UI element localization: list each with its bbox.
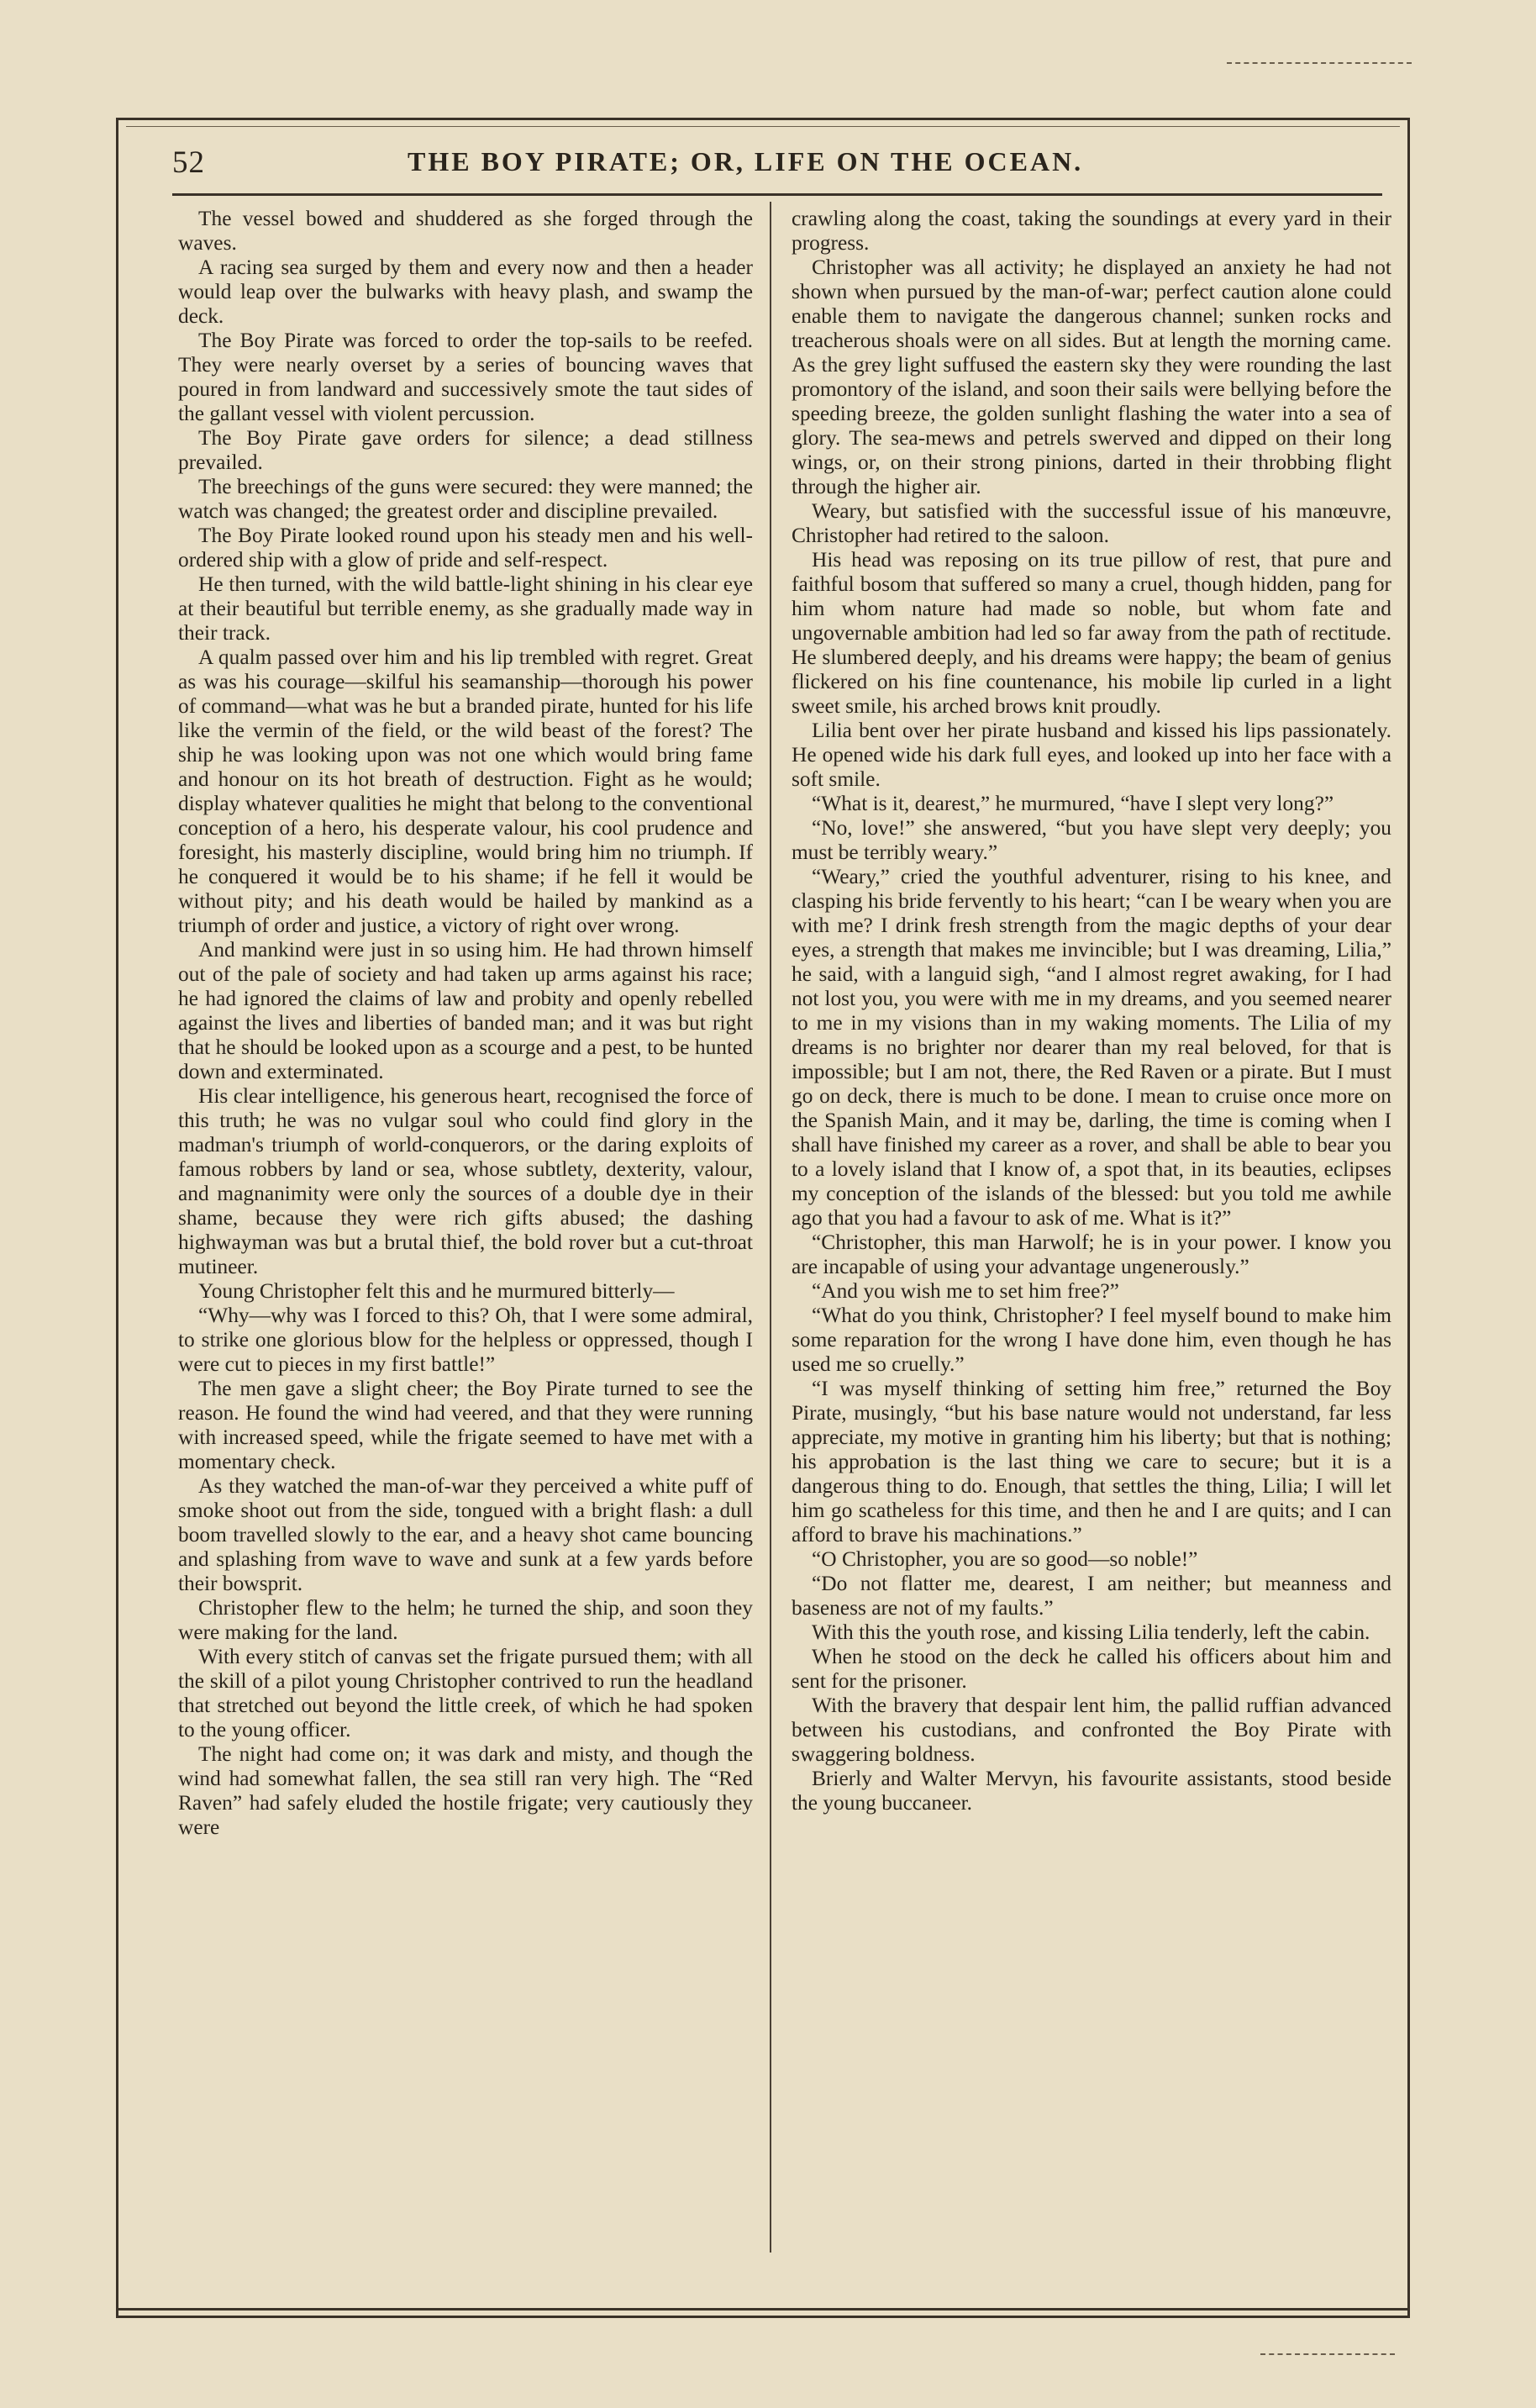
paragraph: Christopher was all activity; he displayed an anxiety he had not shown when pursued by the man-of-war; perfect caution alone could enable them to navigate the dangerous channel; sunken rocks and treacherous shoals were on all sides. But at length the morning came. As the grey light suffused the eastern sky they were rounding the last promontory of the island, and soon their sails were bellying before the speeding breeze, the golden sunlight flashing the water into a sea of glory. The sea-mews and petrels swerved and dipped on their long wings, or, on their strong pinions, darted in their throbbing flight through the higher air. xyxy=(792,256,1391,498)
paragraph: When he stood on the deck he called his officers about him and sent for the prisoner. xyxy=(792,1645,1391,1693)
paragraph: “Weary,” cried the youthful adventurer, rising to his knee, and clasping his bride fervently to his heart; “can I be weary when you are with me? I drink fresh strength from the magic depths of your dear eyes, a strength that makes me invincible; but I was dreaming, Lilia,” he said, with a languid sigh, “and I almost regret awaking, for I had not lost you, you were with me in my dreams, and you seemed nearer to me in my visions than in my waking moments. The Lilia of my dreams is no brighter nor dearer than my real beloved, for that is impossible; but I am not, there, the Red Raven or a pirate. But I must go on deck, there is much to be done. I mean to cruise once more on the Spanish Main, and it may be, darling, the time is coming when I shall have finished my career as a rover, and shall be able to bear you to a lovely island that I know of, a spot that, in its beauties, eclipses my conception of the islands of the blessed: but you told me awhile ago that you had a favour to ask of me. What is it?” xyxy=(792,865,1391,1230)
paragraph: With every stitch of canvas set the frigate pursued them; with all the skill of a pilot young Christopher contrived to run the headland that stretched out beyond the little creek, of which he had spoken to the young officer. xyxy=(178,1645,753,1741)
paragraph: “Do not flatter me, dearest, I am neither; but meanness and baseness are not of my faults.” xyxy=(792,1572,1391,1620)
paragraph: Brierly and Walter Mervyn, his favourite assistants, stood beside the young buccaneer. xyxy=(792,1767,1391,1815)
paragraph: Young Christopher felt this and he murmured bitterly— xyxy=(198,1279,675,1303)
paragraph: The vessel bowed and shuddered as she forged through the waves. xyxy=(178,207,753,255)
paragraph: “What do you think, Christopher? I feel myself bound to make him some reparation for the wrong I have done him, even though he has used me so cruelly.” xyxy=(792,1304,1391,1376)
paragraph: His clear intelligence, his generous heart, recognised the force of this truth; he was no vulgar soul who could find glory in the madman's triumph of world-conquerors, or the daring exploits of famous robbers by land or sea, whose subtlety, dexterity, valour, and magnanimity were only the sources of a double dye in their shame, because they were rich gifts abused; the dashing highwayman was but a brutal thief, the bold rover but a cut-throat mutineer. xyxy=(178,1084,753,1278)
paragraph: With this the youth rose, and kissing Lilia tenderly, left the cabin. xyxy=(812,1620,1370,1644)
paragraph: “No, love!” she answered, “but you have slept very deeply; you must be terribly weary.” xyxy=(792,816,1391,864)
running-title: THE BOY PIRATE; OR, LIFE ON THE OCEAN. xyxy=(408,146,1084,177)
paragraph: Weary, but satisfied with the successful issue of his manœuvre, Christopher had retired to the saloon. xyxy=(792,499,1391,547)
paragraph: Christopher flew to the helm; he turned the ship, and soon they were making for the land. xyxy=(178,1596,753,1644)
paragraph: “Christopher, this man Harwolf; he is in your power. I know you are incapable of using your advantage ungenerously.” xyxy=(792,1230,1391,1278)
page-number: 52 xyxy=(172,145,205,180)
paragraph: crawling along the coast, taking the soundings at every yard in their progress. xyxy=(792,207,1391,255)
paragraph: A racing sea surged by them and every now and then a header would leap over the bulwarks with heavy plash, and swamp the deck. xyxy=(178,256,753,328)
paragraph: “O Christopher, you are so good—so noble!” xyxy=(812,1547,1198,1571)
paragraph: “What is it, dearest,” he murmured, “have I slept very long?” xyxy=(812,792,1334,815)
right-column xyxy=(792,207,1391,2274)
paragraph: And mankind were just in so using him. He had thrown himself out of the pale of society and had taken up arms against his race; he had ignored the claims of law and probity and openly rebelled against the lives and liberties of banded man; and it was but right that he should be looked upon as a scourge and a pest, to be hunted down and exterminated. xyxy=(178,938,753,1083)
edge-mark xyxy=(1227,62,1412,64)
paragraph: The breechings of the guns were secured: they were manned; the watch was changed; the greatest order and discipline prevailed. xyxy=(178,475,753,523)
paragraph: The night had come on; it was dark and misty, and though the wind had somewhat fallen, the sea still ran very high. The “Red Raven” had safely eluded the hostile frigate; very cautiously they were xyxy=(178,1742,753,1839)
paragraph: Lilia bent over her pirate husband and kissed his lips passionately. He opened wide his dark full eyes, and looked up into her face with a soft smile. xyxy=(792,719,1391,791)
paragraph: “Why—why was I forced to this? Oh, that I were some admiral, to strike one glorious blow for the helpless or oppressed, though I were cut to pieces in my first battle!” xyxy=(178,1304,753,1376)
paragraph: The Boy Pirate looked round upon his steady men and his well-ordered ship with a glow of pride and self-respect. xyxy=(178,524,753,572)
header-rule xyxy=(172,193,1382,196)
bottom-rule xyxy=(116,2308,1410,2311)
paragraph: The men gave a slight cheer; the Boy Pirate turned to see the reason. He found the wind had veered, and that they were running with increased speed, while the frigate seemed to have met with a momentary check. xyxy=(178,1377,753,1473)
paragraph: As they watched the man-of-war they perceived a white puff of smoke shoot out from the side, tongued with a bright flash: a dull boom travelled slowly to the ear, and a heavy shot came bouncing and splashing from wave to wave and sunk at a few yards before their bowsprit. xyxy=(178,1474,753,1595)
paragraph: His head was reposing on its true pillow of rest, that pure and faithful bosom that suffered so many a cruel, though hidden, pang for him whom nature had made so noble, but whom fate and ungovernable ambition had led so far away from the path of rectitude. He slumbered deeply, and his dreams were happy; the beam of genius flickered on his fine countenance, his mobile lip curled in a light sweet smile, his arched brows knit proudly. xyxy=(792,548,1391,718)
edge-mark-bottom xyxy=(1260,2353,1395,2355)
paragraph: “And you wish me to set him free?” xyxy=(812,1279,1119,1303)
paragraph: He then turned, with the wild battle-light shining in his clear eye at their beautiful but terrible enemy, as she gradually made way in their track. xyxy=(178,572,753,645)
paragraph: “I was myself thinking of setting him free,” returned the Boy Pirate, musingly, “but his base nature would not understand, far less appreciate, my motive in granting him his liberty; but that is nothing; his approbation is the last thing we care to secure; but it is a dangerous thing to do. Enough, that settles the thing, Lilia; I will let him go scatheless for this time, and then he and I are quits; and I can afford to brave his machinations.” xyxy=(792,1377,1391,1546)
paragraph: With the bravery that despair lent him, the pallid ruffian advanced between his custodians, and confronted the Boy Pirate with swaggering boldness. xyxy=(792,1694,1391,1766)
paragraph: The Boy Pirate was forced to order the top-sails to be reefed. They were nearly overset by a series of bouncing waves that poured in from landward and successively smote the taut sides of the gallant vessel with violent percussion. xyxy=(178,329,753,425)
running-header xyxy=(164,141,1382,192)
left-column xyxy=(178,207,753,2274)
paragraph: A qualm passed over him and his lip trembled with regret. Great as was his courage—skilful his seamanship—thorough his power of command—what was he but a branded pirate, hunted for his life like the vermin of the field, or the wild beast of the forest? The ship he was looking upon was not one which would bring fame and honour on its hot breath of destruction. Fight as he would; display whatever qualities he might that belong to the conventional conception of a hero, his desperate valour, his cool prudence and foresight, his masterly discipline, would bring him no triumph. If he conquered it would be to his shame; if he fell it would be without pity; and his death would be hailed by mankind as a triumph of order and justice, a victory of right over wrong. xyxy=(178,645,753,937)
column-divider xyxy=(770,202,771,2253)
paragraph: The Boy Pirate gave orders for silence; a dead stillness prevailed. xyxy=(178,426,753,474)
